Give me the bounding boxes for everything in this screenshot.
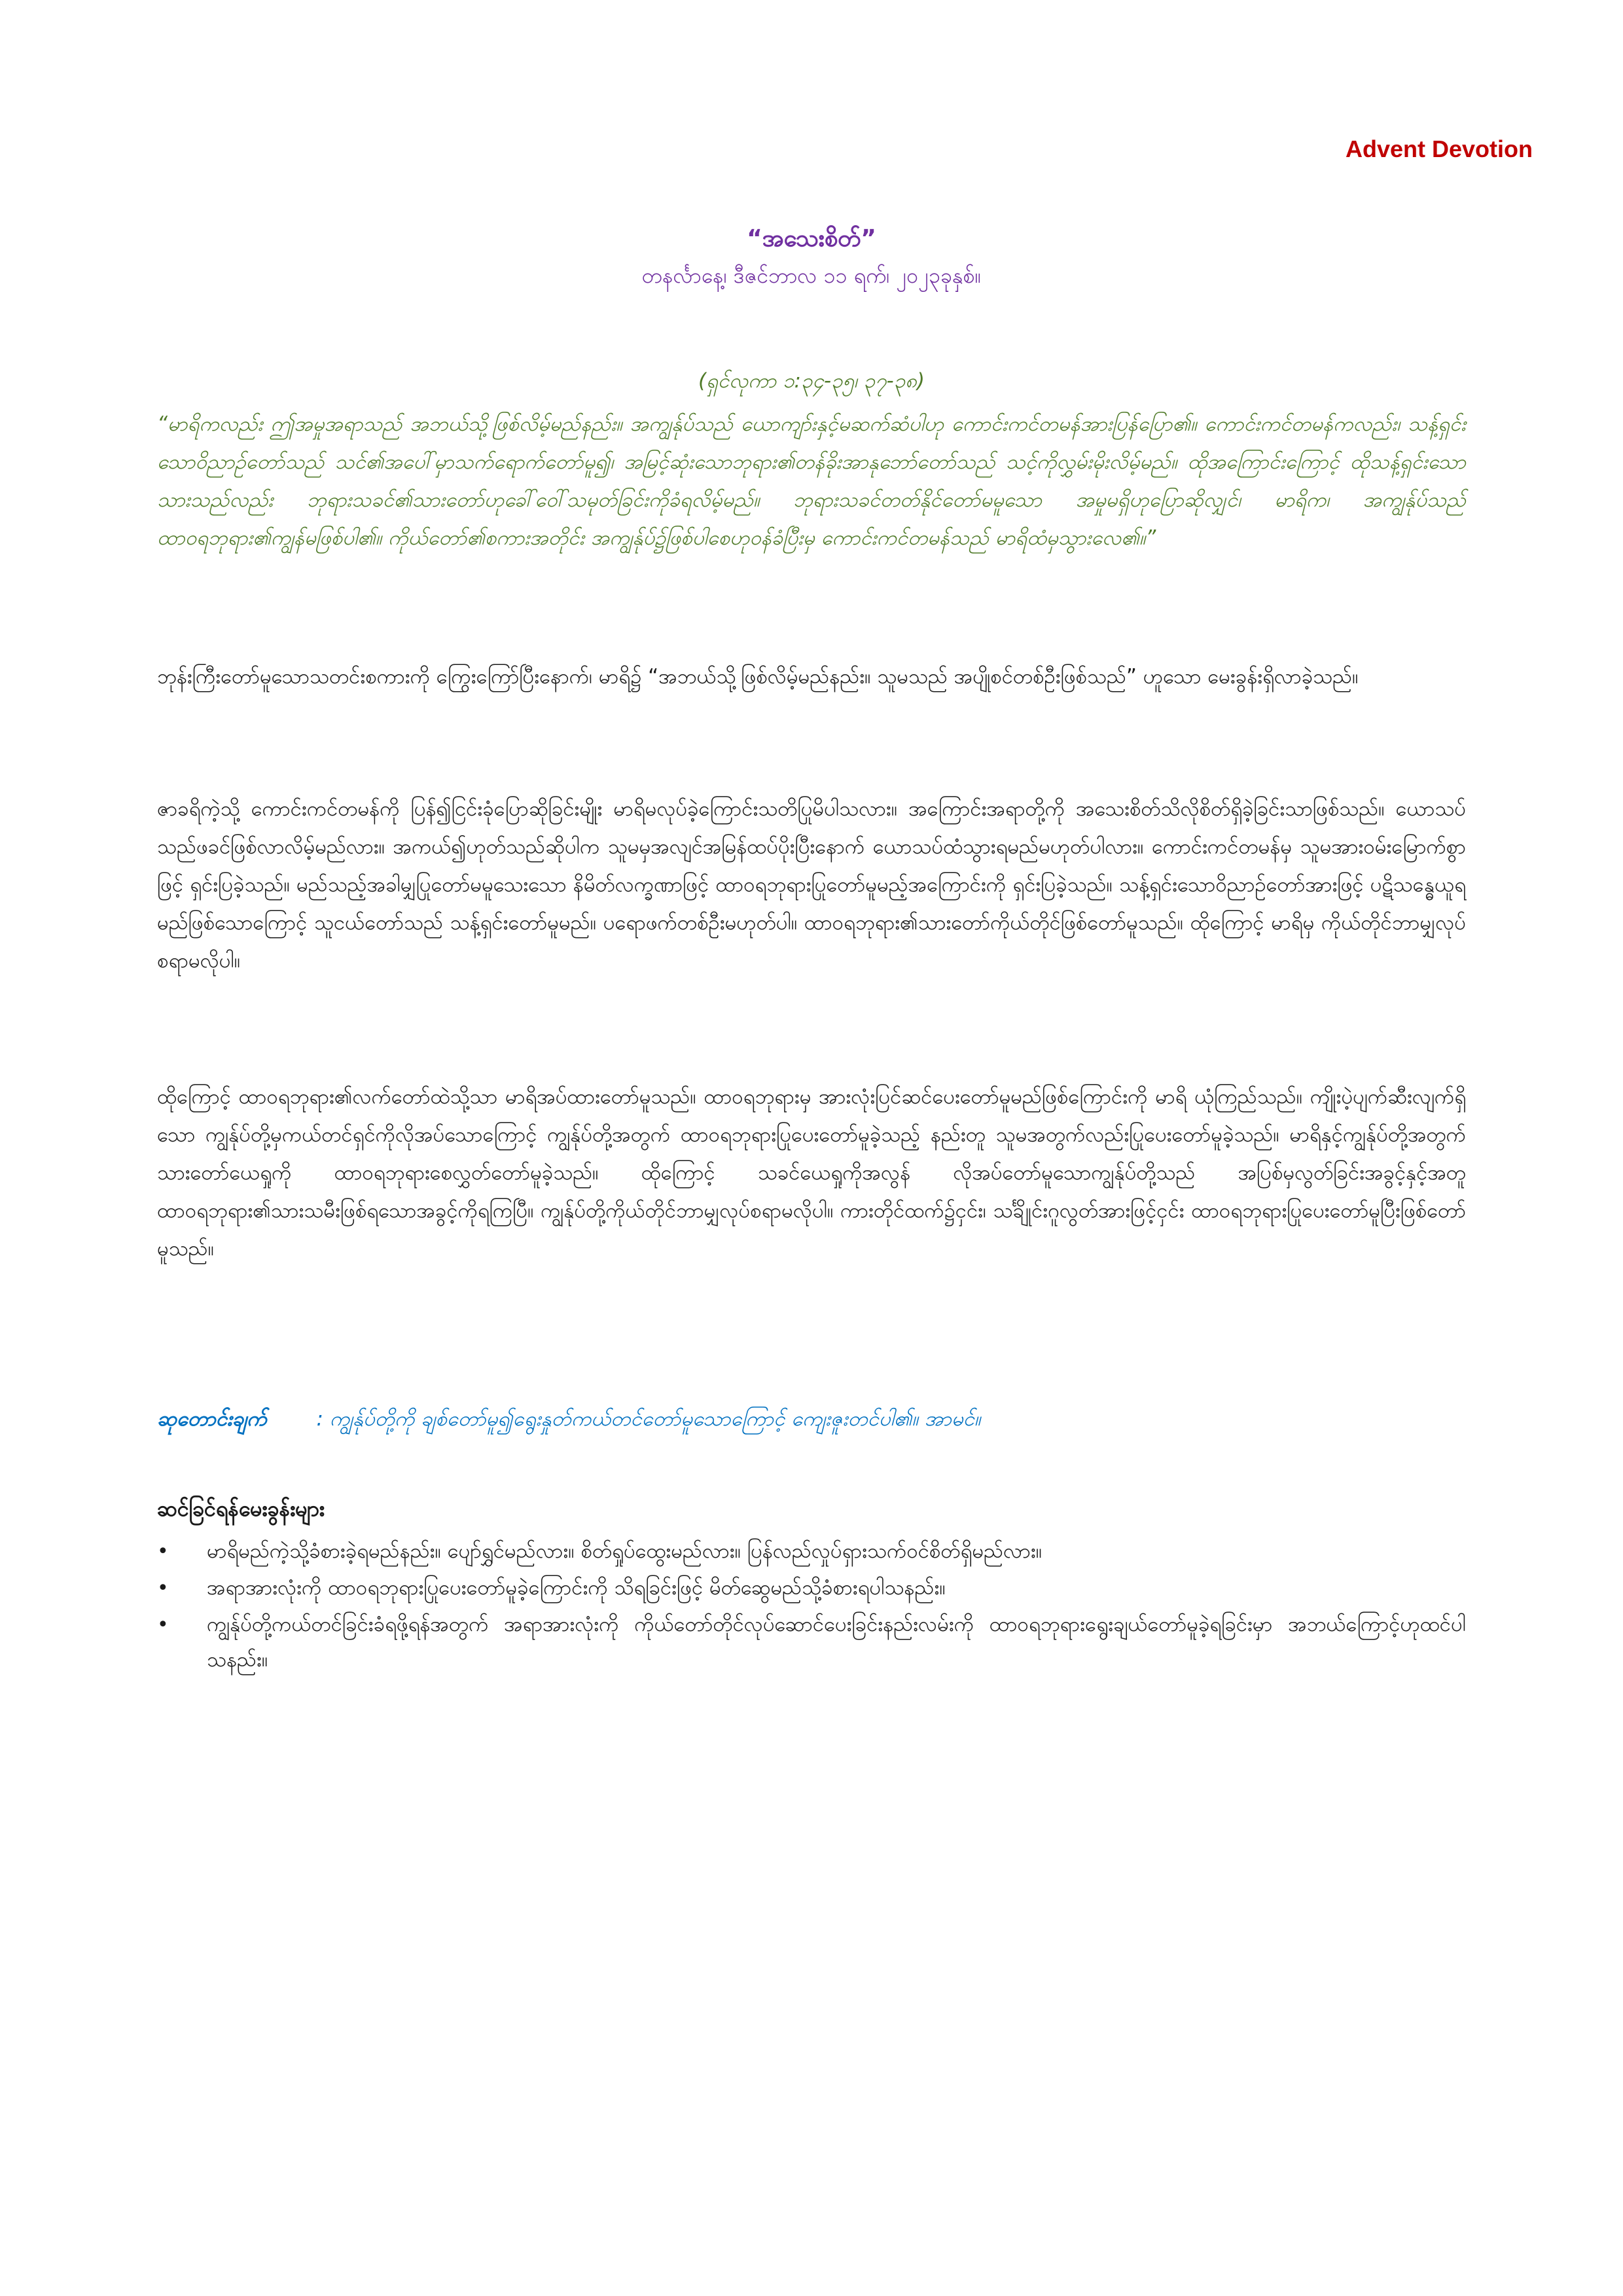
scripture-block <box>157 363 1466 558</box>
title-block <box>0 223 1623 293</box>
reflection-questions <box>157 1492 1466 1679</box>
scripture-text: “မာရိကလည်း ဤအမှုအရာသည် အဘယ်သို့ဖြစ်လိမ့်မည်နည်း။ အကျွန်ုပ်သည် ယောကျာ်းနှင့်မဆက်ဆံပါဟု ကောင်းကင်တမန်အားပြန်ပြော၏။ ကောင်းကင်တမန်ကလည်း၊ သန့်ရှင်းသောဝိညာဉ်တော်သည် သင်၏အပေါ်မှာသက်ရောက်တော်မူ၍၊ အမြင့်ဆုံးသောဘုရား၏တန်ခိုးအာနုဘော်တော်သည် သင့်ကိုလွှမ်းမိုးလိမ့်မည်။ ထိုအကြောင်းကြောင့် ထိုသန့်ရှင်းသောသားသည်လည်း ဘုရားသခင်၏သားတော်ဟုခေါ်ဝေါ်သမုတ်ခြင်းကိုခံရလိမ့်မည်။ ဘုရားသခင်တတ်နိုင်တော်မမူသော အမှုမရှိဟုပြောဆိုလျှင်၊ မာရိက၊ အကျွန်ုပ်သည် ထာဝရဘုရား၏ကျွန်မဖြစ်ပါ၏။ ကိုယ်တော်၏စကားအတိုင်း အကျွန်ုပ်၌ဖြစ်ပါစေဟုဝန်ခံပြီးမှ ကောင်းကင်တမန်သည် မာရိထံမှသွားလေ၏။” <box>157 412 1466 550</box>
questions-list <box>157 1534 1466 1678</box>
bullet-icon: • <box>157 1576 169 1600</box>
scripture-reference: (ရှင်လုကာ ၁:၃၄-၃၅၊ ၃၇-၃၈) <box>698 369 925 393</box>
header-label: Advent Devotion <box>1345 136 1533 162</box>
dateline: တနင်္လာနေ့၊ ဒီဇင်ဘာလ ၁၁ ရက်၊ ၂၀၂၃ခုနှစ်။ <box>641 263 982 288</box>
paragraph-1: ဘုန်းကြီးတော်မူသောသတင်းစကားကို ကြွေးကြော်ပြီးနောက်၊ မာရိ၌ “အဘယ်သို့ဖြစ်လိမ့်မည်နည်း။ သူမသည် အပျိုစင်တစ်ဦးဖြစ်သည်” ဟူသော မေးခွန်းရှိလာခဲ့သည်။ <box>157 665 1359 689</box>
prayer-block <box>157 1401 1466 1439</box>
question-text: အရာအားလုံးကို ထာဝရဘုရားပြုပေးတော်မူခဲ့ကြောင်းကို သိရခြင်းဖြင့် မိတ်ဆွေမည်သို့ခံစားရပါသနည်း။ <box>207 1576 946 1600</box>
paragraph-2: ဇာခရိကဲ့သို့ ကောင်းကင်တမန်ကို ပြန်၍ငြင်းခုံပြောဆိုခြင်းမျိုး မာရိမလုပ်ခဲ့ကြောင်းသတိပြုမိပါသလား။ အကြောင်းအရာတို့ကို အသေးစိတ်သိလိုစိတ်ရှိခဲ့ခြင်းသာဖြစ်သည်။ ယောသပ်သည်ဖခင်ဖြစ်လာလိမ့်မည်လား။ အကယ်၍ဟုတ်သည်ဆိုပါက သူမမှအလျင်အမြန်ထပ်ပိုးပြီးနောက် ယောသပ်ထံသွားရမည်မဟုတ်ပါလား။ ကောင်းကင်တမန်မှ သူမအားဝမ်းမြောက်စွာဖြင့် ရှင်းပြခဲ့သည်။ မည်သည့်အခါမျှပြုတော်မမူသေးသော နိမိတ်လက္ခဏာဖြင့် ထာဝရဘုရားပြုတော်မူမည့်အကြောင်းကို ရှင်းပြခဲ့သည်။ သန့်ရှင်းသောဝိညာဉ်တော်အားဖြင့် ပဋိသန္ဓေယူရမည်ဖြစ်သောကြောင့် သူငယ်တော်သည် သန့်ရှင်းတော်မူမည်။ ပရောဖက်တစ်ဦးမဟုတ်ပါ။ ထာဝရဘုရား၏သားတော်ကိုယ်တိုင်ဖြစ်တော်မူသည်။ ထိုကြောင့် မာရိမှ ကိုယ်တိုင်ဘာမျှလုပ်စရာမလိုပါ။ <box>157 797 1466 973</box>
question-text: ကျွန်ုပ်တို့ကယ်တင်ခြင်းခံရဖို့ရန်အတွက် အရာအားလုံးကို ကိုယ်တော်တိုင်လုပ်ဆောင်ပေးခြင်းနည်းလမ်းကို ထာဝရဘုရားရွေးချယ်တော်မူခဲ့ရခြင်းမှာ အဘယ်ကြောင့်ဟုထင်ပါသနည်း။ <box>207 1613 1466 1672</box>
prayer-label: ဆုတောင်းချက် <box>157 1407 267 1431</box>
question-text: မာရိမည်ကဲ့သို့ခံစားခဲ့ရမည်နည်း။ ပျော်ရွှင်မည်လား။ စိတ်ရှုပ်ထွေးမည်လား။ ပြန်လည်လှုပ်ရှားသက်ဝင်စိတ်ရှိမည်လား။ <box>207 1539 1043 1563</box>
list-item <box>157 1607 1466 1678</box>
prayer-text: : ကျွန်ုပ်တို့ကို ချစ်တော်မူ၍ရွေးနှုတ်ကယ်တင်တော်မူသောကြောင့် ကျေးဇူးတင်ပါ၏။ အာမင်။ <box>316 1407 981 1431</box>
page-title: “အသေးစိတ်” <box>747 225 876 253</box>
paragraph-3: ထိုကြောင့် ထာဝရဘုရား၏လက်တော်ထဲသို့သာ မာရိအပ်ထားတော်မူသည်။ ထာဝရဘုရားမှ အားလုံးပြင်ဆင်ပေးတော်မူမည်ဖြစ်ကြောင်းကို မာရိ ယုံကြည်သည်။ ကျိုးပဲ့ပျက်ဆီးလျက်ရှိသော ကျွန်ုပ်တို့မှကယ်တင်ရှင်ကိုလိုအပ်သောကြောင့် ကျွန်ုပ်တို့အတွက် ထာဝရဘုရားပြုပေးတော်မူခဲ့သည့် နည်းတူ သူမအတွက်လည်းပြုပေးတော်မူခဲ့သည်။ မာရိနှင့်ကျွန်ုပ်တို့အတွက် သားတော်ယေရှုကို ထာဝရဘုရားစေလွှတ်တော်မူခဲ့သည်။ ထိုကြောင့် သခင်ယေရှုကိုအလွန် လိုအပ်တော်မူသောကျွန်ုပ်တို့သည် အပြစ်မှလွတ်ခြင်းအခွင့်နှင့်အတူ ထာဝရဘုရား၏သားသမီးဖြစ်ရသောအခွင့်ကိုရကြပြီ။ ကျွန်ုပ်တို့ကိုယ်တိုင်ဘာမျှလုပ်စရာမလိုပါ။ ကားတိုင်ထက်၌ငှင်း၊ သင်္ချိုင်းဂူလွတ်အားဖြင့်ငှင်း ထာဝရဘုရားပြုပေးတော်မူပြီးဖြစ်တော်မူသည်။ <box>157 1085 1466 1261</box>
bullet-icon: • <box>157 1613 169 1636</box>
list-item <box>157 1571 1466 1606</box>
bullet-icon: • <box>157 1539 169 1563</box>
questions-heading: ဆင်ခြင်ရန်မေးခွန်းများ <box>157 1496 325 1521</box>
list-item <box>157 1534 1466 1570</box>
